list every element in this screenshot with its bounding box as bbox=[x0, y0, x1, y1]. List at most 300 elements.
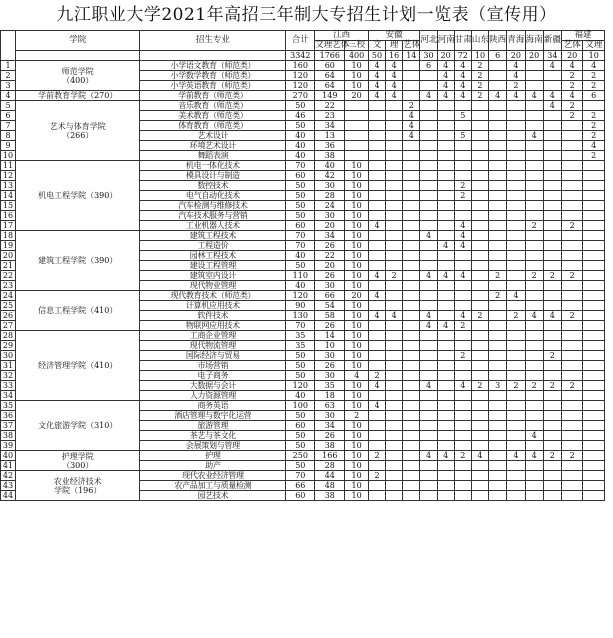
ah-li-header: 理 bbox=[386, 41, 403, 51]
quota-cell: 2 bbox=[471, 71, 488, 81]
quota-cell bbox=[437, 151, 454, 161]
total-cell: 14 bbox=[403, 51, 420, 61]
quota-cell bbox=[507, 101, 525, 111]
table-row bbox=[1, 101, 605, 111]
quota-cell bbox=[543, 281, 561, 291]
quota-cell bbox=[583, 161, 605, 171]
quota-cell: 6 bbox=[420, 61, 437, 71]
quota-cell bbox=[437, 291, 454, 301]
quota-cell bbox=[368, 431, 385, 441]
row-number: 2 bbox=[1, 71, 16, 81]
totals-blank bbox=[140, 51, 286, 61]
row-number: 23 bbox=[1, 281, 16, 291]
quota-cell bbox=[437, 341, 454, 351]
quota-cell bbox=[437, 481, 454, 491]
quota-cell: 10 bbox=[345, 81, 369, 91]
total-cell: 6 bbox=[489, 51, 507, 61]
quota-cell: 36 bbox=[315, 141, 345, 151]
quota-cell bbox=[561, 231, 582, 241]
quota-cell bbox=[471, 201, 488, 211]
quota-cell bbox=[507, 231, 525, 241]
quota-cell: 26 bbox=[315, 361, 345, 371]
total-cell: 16 bbox=[386, 51, 403, 61]
page-title: 九江职业大学2021年高招三年制大专招生计划一览表（宣传用） bbox=[56, 5, 557, 25]
fujian-header: 福建 bbox=[561, 31, 604, 41]
quota-cell bbox=[368, 211, 385, 221]
quota-cell bbox=[489, 231, 507, 241]
fj-yiti-header: 艺体 bbox=[561, 41, 582, 51]
quota-cell bbox=[437, 471, 454, 481]
quota-cell bbox=[525, 261, 543, 271]
quota-cell bbox=[561, 431, 582, 441]
quota-cell bbox=[454, 201, 471, 211]
quota-cell: 90 bbox=[286, 301, 315, 311]
quota-cell bbox=[471, 321, 488, 331]
quota-cell: 22 bbox=[315, 101, 345, 111]
quota-cell bbox=[471, 471, 488, 481]
quota-cell bbox=[525, 301, 543, 311]
quota-cell bbox=[403, 391, 420, 401]
quota-cell bbox=[583, 461, 605, 471]
quota-cell bbox=[403, 361, 420, 371]
total-cell: 50 bbox=[368, 51, 385, 61]
quota-cell bbox=[368, 241, 385, 251]
quota-cell: 30 bbox=[315, 351, 345, 361]
row-number: 24 bbox=[1, 291, 16, 301]
quota-cell bbox=[345, 151, 369, 161]
quota-cell bbox=[583, 471, 605, 481]
quota-cell: 4 bbox=[368, 81, 385, 91]
quota-cell: 2 bbox=[561, 311, 582, 321]
quota-cell bbox=[543, 461, 561, 471]
quota-cell: 4 bbox=[525, 431, 543, 441]
quota-cell: 26 bbox=[315, 241, 345, 251]
quota-cell: 10 bbox=[345, 481, 369, 491]
quota-cell bbox=[368, 491, 385, 501]
quota-cell bbox=[437, 281, 454, 291]
quota-cell: 4 bbox=[345, 371, 369, 381]
major-name: 农产品加工与质量检测 bbox=[140, 481, 286, 491]
quota-cell bbox=[403, 91, 420, 101]
quota-cell bbox=[420, 281, 437, 291]
quota-cell bbox=[471, 361, 488, 371]
quota-cell bbox=[561, 421, 582, 431]
quota-cell: 10 bbox=[345, 431, 369, 441]
quota-cell bbox=[386, 151, 403, 161]
quota-cell bbox=[543, 421, 561, 431]
quota-cell bbox=[583, 241, 605, 251]
quota-cell: 60 bbox=[286, 491, 315, 501]
row-number: 20 bbox=[1, 251, 16, 261]
major-name: 助产 bbox=[140, 461, 286, 471]
quota-cell bbox=[583, 331, 605, 341]
quota-cell bbox=[420, 461, 437, 471]
quota-cell: 18 bbox=[315, 391, 345, 401]
quota-cell: 54 bbox=[315, 301, 345, 311]
total-cell: 20 bbox=[561, 51, 582, 61]
quota-cell: 110 bbox=[286, 271, 315, 281]
quota-cell bbox=[437, 311, 454, 321]
quota-cell bbox=[561, 241, 582, 251]
quota-cell bbox=[403, 481, 420, 491]
quota-cell bbox=[543, 191, 561, 201]
quota-cell: 10 bbox=[345, 281, 369, 291]
quota-cell bbox=[489, 191, 507, 201]
quota-cell: 3 bbox=[489, 381, 507, 391]
quota-cell bbox=[543, 171, 561, 181]
quota-cell bbox=[386, 201, 403, 211]
quota-cell bbox=[507, 361, 525, 371]
hebei-header: 河北 bbox=[420, 31, 437, 51]
row-number: 41 bbox=[1, 461, 16, 471]
major-name: 机电一体化技术 bbox=[140, 161, 286, 171]
quota-cell: 10 bbox=[345, 341, 369, 351]
quota-cell bbox=[420, 121, 437, 131]
quota-cell bbox=[420, 401, 437, 411]
quota-cell: 4 bbox=[525, 91, 543, 101]
quota-cell bbox=[543, 291, 561, 301]
quota-cell bbox=[507, 461, 525, 471]
quota-cell: 4 bbox=[437, 321, 454, 331]
quota-cell bbox=[561, 141, 582, 151]
quota-cell: 2 bbox=[386, 271, 403, 281]
quota-cell: 10 bbox=[345, 61, 369, 71]
quota-cell: 2 bbox=[368, 451, 385, 461]
quota-cell: 4 bbox=[454, 61, 471, 71]
quota-cell bbox=[525, 81, 543, 91]
quota-cell: 2 bbox=[583, 71, 605, 81]
quota-cell bbox=[386, 261, 403, 271]
quota-cell bbox=[420, 191, 437, 201]
quota-cell bbox=[454, 291, 471, 301]
row-number: 9 bbox=[1, 141, 16, 151]
quota-cell bbox=[561, 321, 582, 331]
quota-cell: 26 bbox=[315, 321, 345, 331]
quota-cell bbox=[420, 211, 437, 221]
quota-cell bbox=[525, 281, 543, 291]
quota-cell bbox=[386, 161, 403, 171]
row-number: 11 bbox=[1, 161, 16, 171]
quota-cell bbox=[403, 381, 420, 391]
quota-cell bbox=[454, 471, 471, 481]
college-name: 文化旅游学院（310） bbox=[16, 401, 140, 451]
quota-cell: 4 bbox=[420, 311, 437, 321]
quota-cell bbox=[437, 161, 454, 171]
quota-cell: 10 bbox=[345, 451, 369, 461]
quota-cell bbox=[543, 341, 561, 351]
major-name: 软件技术 bbox=[140, 311, 286, 321]
jx-sanxiao-header: 三校 bbox=[345, 41, 369, 51]
quota-cell bbox=[507, 171, 525, 181]
row-number: 25 bbox=[1, 301, 16, 311]
quota-cell: 2 bbox=[561, 71, 582, 81]
quota-cell bbox=[489, 311, 507, 321]
quota-cell: 50 bbox=[286, 261, 315, 271]
quota-cell bbox=[368, 361, 385, 371]
quota-cell bbox=[454, 251, 471, 261]
quota-cell: 4 bbox=[420, 321, 437, 331]
quota-cell: 70 bbox=[286, 321, 315, 331]
quota-cell bbox=[454, 481, 471, 491]
quota-cell bbox=[368, 161, 385, 171]
quota-cell bbox=[386, 301, 403, 311]
quota-cell bbox=[437, 401, 454, 411]
quota-cell bbox=[471, 491, 488, 501]
quota-cell bbox=[583, 301, 605, 311]
major-name: 美术教育（师范类） bbox=[140, 111, 286, 121]
quota-cell bbox=[403, 271, 420, 281]
quota-cell bbox=[420, 151, 437, 161]
quota-cell bbox=[471, 421, 488, 431]
quota-cell: 10 bbox=[345, 361, 369, 371]
quota-cell bbox=[489, 101, 507, 111]
quota-cell bbox=[583, 231, 605, 241]
quota-cell bbox=[543, 411, 561, 421]
quota-cell bbox=[561, 301, 582, 311]
quota-cell bbox=[454, 461, 471, 471]
quota-cell: 30 bbox=[315, 181, 345, 191]
quota-cell bbox=[543, 81, 561, 91]
quota-cell bbox=[525, 411, 543, 421]
quota-cell: 120 bbox=[286, 291, 315, 301]
quota-cell: 2 bbox=[403, 101, 420, 111]
quota-cell: 166 bbox=[315, 451, 345, 461]
major-name: 旅游管理 bbox=[140, 421, 286, 431]
quota-cell bbox=[386, 491, 403, 501]
quota-cell bbox=[507, 411, 525, 421]
row-number: 29 bbox=[1, 341, 16, 351]
quota-cell bbox=[507, 161, 525, 171]
quota-cell bbox=[489, 181, 507, 191]
quota-cell: 4 bbox=[368, 271, 385, 281]
quota-cell: 4 bbox=[454, 71, 471, 81]
quota-cell bbox=[543, 231, 561, 241]
quota-cell bbox=[489, 461, 507, 471]
quota-cell: 4 bbox=[583, 61, 605, 71]
row-number: 30 bbox=[1, 351, 16, 361]
quota-cell bbox=[386, 321, 403, 331]
quota-cell bbox=[386, 131, 403, 141]
quota-cell bbox=[471, 141, 488, 151]
quota-cell bbox=[386, 371, 403, 381]
quota-cell bbox=[471, 101, 488, 111]
quota-cell bbox=[386, 331, 403, 341]
quota-cell bbox=[507, 321, 525, 331]
quota-cell: 4 bbox=[543, 101, 561, 111]
quota-cell bbox=[561, 201, 582, 211]
quota-cell bbox=[386, 401, 403, 411]
quota-cell bbox=[437, 111, 454, 121]
quota-cell: 2 bbox=[471, 61, 488, 71]
quota-cell bbox=[471, 181, 488, 191]
quota-cell bbox=[420, 201, 437, 211]
quota-cell: 20 bbox=[345, 291, 369, 301]
quota-cell: 5 bbox=[454, 131, 471, 141]
quota-cell bbox=[437, 221, 454, 231]
quota-cell bbox=[403, 441, 420, 451]
quota-cell: 23 bbox=[315, 111, 345, 121]
total-cell: 20 bbox=[507, 51, 525, 61]
quota-cell bbox=[454, 261, 471, 271]
quota-cell bbox=[386, 171, 403, 181]
table-row bbox=[1, 61, 605, 71]
shaanxi-header: 陕西 bbox=[489, 31, 507, 51]
quota-cell bbox=[454, 401, 471, 411]
quota-cell bbox=[420, 291, 437, 301]
quota-cell bbox=[386, 211, 403, 221]
quota-cell bbox=[507, 121, 525, 131]
quota-cell bbox=[507, 191, 525, 201]
quota-cell bbox=[561, 211, 582, 221]
quota-cell bbox=[420, 441, 437, 451]
quota-cell bbox=[543, 111, 561, 121]
row-number-header bbox=[1, 31, 16, 61]
quota-cell bbox=[403, 171, 420, 181]
quota-cell: 2 bbox=[583, 81, 605, 91]
quota-cell: 35 bbox=[286, 341, 315, 351]
quota-cell: 4 bbox=[368, 221, 385, 231]
quota-cell bbox=[420, 81, 437, 91]
quota-cell bbox=[507, 421, 525, 431]
quota-cell: 4 bbox=[454, 241, 471, 251]
quota-cell bbox=[403, 161, 420, 171]
quota-cell bbox=[345, 121, 369, 131]
quota-cell: 70 bbox=[286, 161, 315, 171]
quota-cell: 66 bbox=[286, 481, 315, 491]
quota-cell: 70 bbox=[286, 231, 315, 241]
quota-cell: 50 bbox=[286, 211, 315, 221]
quota-cell: 4 bbox=[454, 231, 471, 241]
quota-cell bbox=[454, 431, 471, 441]
quota-cell: 30 bbox=[315, 211, 345, 221]
quota-cell bbox=[471, 271, 488, 281]
quota-cell bbox=[403, 421, 420, 431]
quota-cell bbox=[437, 421, 454, 431]
quota-cell: 4 bbox=[368, 61, 385, 71]
quota-cell bbox=[437, 191, 454, 201]
quota-cell bbox=[489, 281, 507, 291]
quota-cell bbox=[489, 151, 507, 161]
quota-cell bbox=[507, 251, 525, 261]
quota-cell bbox=[454, 161, 471, 171]
quota-cell bbox=[507, 271, 525, 281]
quota-cell bbox=[403, 331, 420, 341]
table-body bbox=[1, 61, 605, 501]
college-name: 建筑工程学院（390） bbox=[16, 231, 140, 291]
quota-cell bbox=[437, 301, 454, 311]
quota-cell bbox=[507, 201, 525, 211]
major-name: 工业机器人技术 bbox=[140, 221, 286, 231]
quota-cell bbox=[437, 121, 454, 131]
quota-cell bbox=[525, 471, 543, 481]
quota-cell: 4 bbox=[561, 61, 582, 71]
quota-cell bbox=[507, 331, 525, 341]
quota-cell bbox=[583, 361, 605, 371]
quota-cell bbox=[420, 71, 437, 81]
quota-cell bbox=[454, 341, 471, 351]
quota-cell bbox=[471, 351, 488, 361]
quota-cell: 4 bbox=[386, 311, 403, 321]
quota-cell bbox=[437, 461, 454, 471]
henan-header: 河南 bbox=[437, 31, 454, 51]
quota-cell bbox=[437, 171, 454, 181]
quota-cell bbox=[437, 181, 454, 191]
quota-cell bbox=[386, 441, 403, 451]
quota-cell bbox=[368, 181, 385, 191]
quota-cell bbox=[561, 491, 582, 501]
quota-cell bbox=[471, 411, 488, 421]
quota-cell bbox=[489, 321, 507, 331]
quota-cell bbox=[386, 111, 403, 121]
quota-cell bbox=[525, 71, 543, 81]
row-number: 18 bbox=[1, 231, 16, 241]
quota-cell: 50 bbox=[286, 201, 315, 211]
quota-cell: 63 bbox=[315, 401, 345, 411]
quota-cell: 10 bbox=[345, 331, 369, 341]
quota-cell: 2 bbox=[454, 351, 471, 361]
college-name: 农业经济技术 学院（196） bbox=[16, 471, 140, 501]
quota-cell: 2 bbox=[454, 321, 471, 331]
quota-cell: 2 bbox=[583, 131, 605, 141]
quota-cell: 66 bbox=[315, 291, 345, 301]
row-number: 15 bbox=[1, 201, 16, 211]
ah-wen-header: 文 bbox=[368, 41, 385, 51]
quota-cell bbox=[454, 391, 471, 401]
quota-cell bbox=[561, 331, 582, 341]
quota-cell: 4 bbox=[507, 61, 525, 71]
quota-cell bbox=[489, 141, 507, 151]
table-row bbox=[1, 451, 605, 461]
quota-cell: 10 bbox=[345, 231, 369, 241]
quota-cell bbox=[386, 461, 403, 471]
quota-cell bbox=[583, 211, 605, 221]
quota-cell: 50 bbox=[286, 441, 315, 451]
quota-cell bbox=[489, 111, 507, 121]
quota-cell bbox=[471, 281, 488, 291]
quota-cell: 2 bbox=[471, 81, 488, 91]
quota-cell: 64 bbox=[315, 81, 345, 91]
quota-cell bbox=[420, 301, 437, 311]
quota-cell bbox=[437, 371, 454, 381]
quota-cell bbox=[543, 331, 561, 341]
quota-cell bbox=[437, 141, 454, 151]
enrollment-plan-table bbox=[0, 30, 605, 501]
table-row bbox=[1, 161, 605, 171]
quota-cell bbox=[420, 481, 437, 491]
quota-cell bbox=[437, 431, 454, 441]
quota-cell: 4 bbox=[525, 131, 543, 141]
quota-cell bbox=[561, 181, 582, 191]
quota-cell bbox=[471, 241, 488, 251]
major-name: 园艺技术 bbox=[140, 491, 286, 501]
quota-cell bbox=[543, 201, 561, 211]
quota-cell bbox=[437, 211, 454, 221]
quota-cell bbox=[437, 201, 454, 211]
row-number: 33 bbox=[1, 381, 16, 391]
quota-cell bbox=[561, 251, 582, 261]
college-name: 机电工程学院（390） bbox=[16, 161, 140, 231]
quota-cell bbox=[507, 481, 525, 491]
quota-cell: 10 bbox=[345, 301, 369, 311]
row-number: 31 bbox=[1, 361, 16, 371]
quota-cell: 50 bbox=[286, 191, 315, 201]
major-name: 工商企业管理 bbox=[140, 331, 286, 341]
quota-cell bbox=[368, 261, 385, 271]
quota-cell bbox=[420, 391, 437, 401]
quota-cell bbox=[386, 121, 403, 131]
major-name: 学前教育（师范类） bbox=[140, 91, 286, 101]
quota-cell: 30 bbox=[315, 411, 345, 421]
